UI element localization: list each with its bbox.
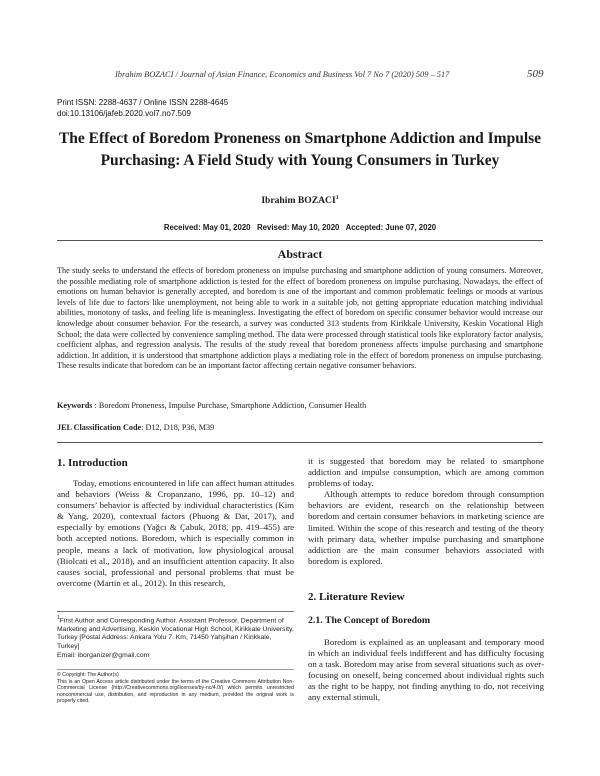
right-column-lower [308, 637, 544, 704]
left-column [57, 478, 294, 589]
article-title [30, 128, 570, 172]
submission-dates: Received: May 01, 2020 Revised: May 10, 2020 Accepted: June 07, 2020 [163, 223, 437, 232]
paragraph: it is suggested that boredom may be related to smartphone addiction and impulse consumption, which are among common problems of today. [308, 456, 544, 489]
section-heading-introduction: 1. Introduction [57, 457, 128, 469]
license-text: This is an Open Access article distributed under the terms of the Creative Commons Attribution Non-Commercial License (http://Creativecommons.org/licenses/by-nc/4.0/) which permits unrestricted noncommercial use, distribution, and reproduction in any medium, provided the original work is properly cited. [57, 678, 294, 705]
subsection-heading-concept-of-boredom: 2.1. The Concept of Boredom [308, 615, 431, 626]
paragraph: Although attempts to reduce boredom through consumption behaviors are evident, research on the relationship between boredom and certain consumer behaviors in marketing science are limited. Within the scope of this research and testing of the theory with primary data, whether impulse purchasing and smartphone addiction are the main consumer behaviors associated with boredom is explored. [308, 489, 544, 566]
copyright-block [57, 672, 294, 705]
issn-line: Print ISSN: 2288-4637 / Online ISSN 2288-4645 [57, 98, 229, 107]
page-number: 509 [527, 68, 544, 80]
section-heading-literature-review: 2. Literature Review [308, 591, 405, 603]
running-head: Ibrahim BOZACI / Journal of Asian Finance, Economics and Business Vol 7 No 7 (2020) 509 – 517 [115, 70, 450, 79]
jel-codes [57, 423, 543, 432]
doi-line: doi:10.13106/jafeb.2020.vol7.no7.509 [57, 108, 191, 118]
title-line-1: The Effect of Boredom Proneness on Smartphone Addiction and Impulse [58, 130, 542, 147]
right-column [308, 456, 544, 567]
footnote [57, 614, 294, 660]
keywords [57, 401, 543, 410]
title-line-2: Purchasing: A Field Study with Young Consumers in Turkey [100, 152, 500, 169]
footnote-affiliation [57, 614, 294, 652]
paragraph: Today, emotions encountered in life can affect human attitudes and behaviors (Weiss & Cropanzano, 1996, pp. 10–12) and consumers’ behavior is affected by individual characteristics (Kim & Yang, 2020), contextual factors (Phuong & Dat, 2017), and especially by emotions (Yağcı & Çabuk, 2018, pp. 419–455) are both accepted notions. Boredom, which is especially common in people, means a lack of motivation, low physiological arousal (Biolcati et al., 2018), and an insufficient attention capacity. It also causes social, professional and personal problems that must be overcome (Martin et al., 2012). In this research, [57, 478, 294, 588]
author-line [0, 195, 600, 206]
jel-label: JEL Classification Code [57, 423, 142, 432]
footnote-text: First Author and Corresponding Author. Assistant Professor, Department of Marketing and Advertising, Keskin Vocational High School, Kirikkale University, Turkey [Postal Address: Ankara Yolu 7. Km, 71450 Yahşihan / Kirikkale, Turkey] [57, 617, 294, 651]
copyright-line: © Copyright: The Author(s) [57, 672, 119, 678]
issn-block [57, 98, 228, 119]
footnote-email: Email: iborganizer@gmail.com [57, 651, 150, 659]
footnote-mark: 1 [57, 615, 60, 621]
footnote-divider [57, 611, 294, 612]
keywords-label: Keywords [57, 401, 93, 410]
copyright-divider [57, 669, 294, 670]
jel-text: : D12, D18, P36, M39 [141, 423, 215, 432]
abstract-heading: Abstract [277, 247, 323, 261]
author-affiliation-mark: 1 [335, 195, 339, 201]
abstract-text: The study seeks to understand the effects of boredom proneness on impulse purchasing and smartphone addiction of young consumers. Moreover, the possible mediating role of smartphone addiction is tested for the effect of boredom proneness on impulse purchasing. Nowadays, the effect of emotions on human behavior is generally accepted, and boredom is one of the important and common problematic feelings or moods at various levels of life due to factors like unemployment, not being able to work in a suitable job, not getting appropriate education matching individual abilities, monotony of tasks, and feeling life is meaningless. Investigating the effect of boredom on specific consumer behavior would increase our knowledge about consumer behavior. For the research, a survey was conducted 313 students from Kirikkale University, Keskin Vocational High School; the data were collected by convenience sampling method. The data were processed through statistical tools like exploratory factor analysis, coefficient alphas, and regression analysis. The results of the study reveal that boredom proneness affects impulse purchasing and smartphone addiction. In addition, it is understood that smartphone addiction plays a mediating role in the effect of boredom proneness on impulse purchasing. These results indicate that boredom can be an important factor affecting certain negative consumer behaviors. [57, 266, 543, 371]
paragraph: Boredom is explained as an unpleasant and temporary mood in which an individual feels indifferent and has difficulty focusing on a task. Boredom may arise from several situations such as over-focusing on oneself, being concerned about individual rights such as the right to be happy, not finding anything to do, not receiving any external stimuli, [308, 637, 544, 703]
author-name: Ibrahim BOZACI [261, 195, 336, 207]
keywords-text: : Boredom Proneness, Impulse Purchase, Smartphone Addiction, Consumer Health [92, 401, 367, 410]
divider-top [57, 240, 543, 241]
divider-bottom [57, 442, 543, 443]
